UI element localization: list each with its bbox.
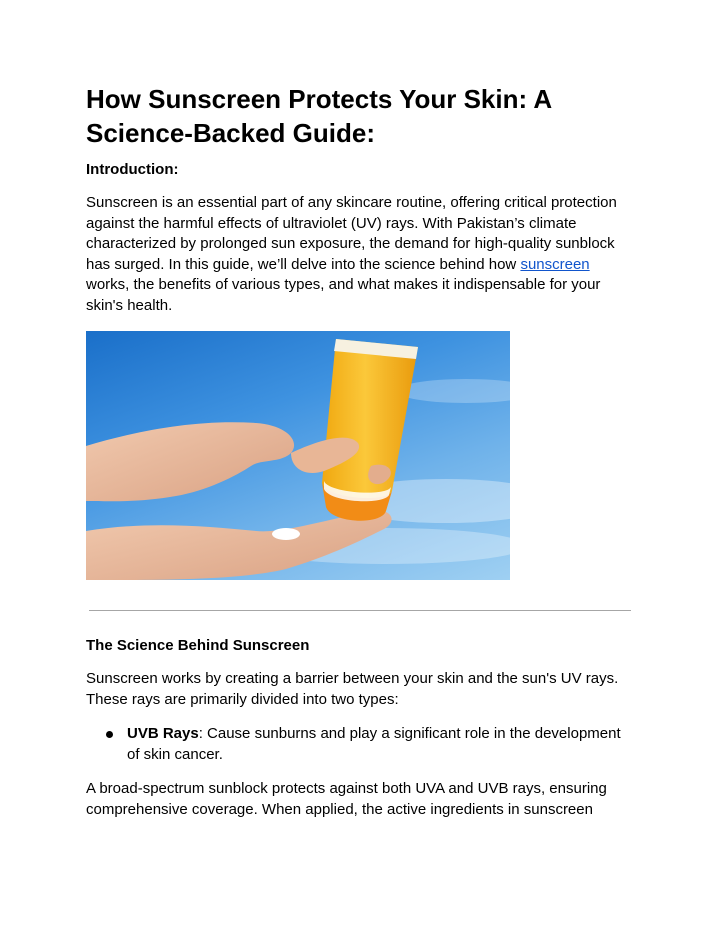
horizontal-divider: [89, 610, 631, 611]
intro-text-start: Sunscreen is an essential part of any skincare routine, offering critical protection against the harmful effects of ultraviolet (UV) rays. With Pakistan’s climate characterized by prolonged sun exposure, the demand for high-quality sunblock has surged. In this guide, we’ll delve into the science behind how: [86, 194, 617, 273]
section-paragraph: Sunscreen works by creating a barrier between your skin and the sun's UV rays. These rays are primarily divided into two types:: [86, 670, 619, 708]
bullet-icon: [106, 731, 113, 738]
sunscreen-hero-image: [86, 331, 510, 580]
closing-paragraph: A broad-spectrum sunblock protects against both UVA and UVB rays, ensuring comprehensive coverage. When applied, the active ingredients in sunscreen: [86, 780, 607, 818]
bullet-description: : Cause sunburns and play a significant role in the development of skin cancer.: [127, 725, 621, 763]
intro-heading: Introduction:: [86, 161, 179, 178]
sunscreen-link[interactable]: sunscreen: [520, 255, 590, 273]
bullet-text: [127, 724, 634, 765]
article-title: How Sunscreen Protects Your Skin: A Science-Backed Guide:: [86, 84, 552, 148]
section-heading: The Science Behind Sunscreen: [86, 637, 310, 654]
bullet-term: UVB Rays: [127, 725, 199, 742]
intro-paragraph: [86, 193, 634, 316]
sunscreen-illustration: [86, 331, 510, 580]
intro-text-end: works, the benefits of various types, and what makes it indispensable for your skin's health.: [86, 276, 601, 314]
